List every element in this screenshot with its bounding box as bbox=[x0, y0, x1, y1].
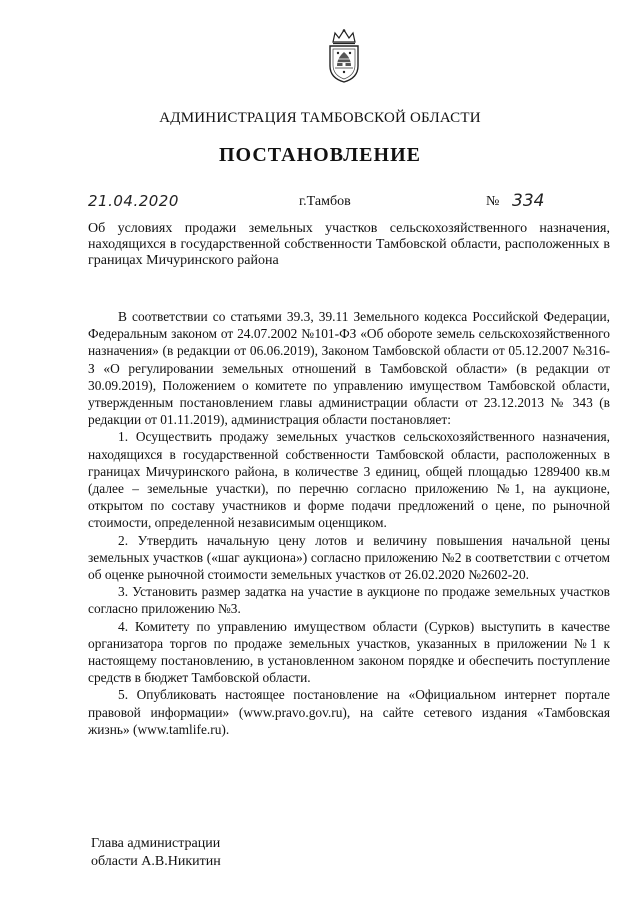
body-paragraph-4: 4. Комитету по управлению имуществом области (Сурков) выступить в качестве организатора торгов по продаже земельных участков, указанных в приложении №1 к настоящему постановлению, в установленном законом порядке и обеспечить поступление средств в бюджет Тамбовской области. bbox=[88, 618, 610, 686]
tambov-region-coat-of-arms-icon bbox=[324, 28, 364, 84]
document-date: 21.04.2020 bbox=[88, 192, 179, 210]
document-number: 334 bbox=[512, 191, 545, 211]
body-paragraph-1: 1. Осуществить продажу земельных участков сельскохозяйственного назначения, находящихся в государственной собственности Тамбовской области, расположенных в границах Мичуринского района, в количестве 3 единиц, общей площадью 1289400 кв.м (далее – земельные участки), по перечню согласно приложению №1, на аукционе, открытом по составу участников и форме подачи предложений о цене, по рыночной стоимости, определенной независимым оценщиком. bbox=[88, 429, 610, 531]
signature-block bbox=[91, 835, 351, 871]
document-number-label: № bbox=[486, 194, 500, 209]
body-paragraph-preamble: В соответствии со статьями 39.3, 39.11 Земельного кодекса Российской Федерации, Федеральным законом от 24.07.2002 №101-ФЗ «Об обороте земель сельскохозяйственного назначения» (в редакции от 06.06.2019), Законом Тамбовской области от 05.12.2007 №316-З «О регулировании земельных отношений в Тамбовской области» (в редакции от 30.09.2019), Положением о комитете по управлению имуществом Тамбовской области, утвержденным постановлением главы администрации области от 23.12.2013 № 343 (в редакции от 01.11.2019), администрация области постановляет: bbox=[88, 309, 610, 428]
document-meta-row bbox=[0, 192, 640, 216]
body-paragraph-5: 5. Опубликовать настоящее постановление на «Официальном интернет портале правовой информации» (www.pravo.gov.ru), на сайте сетевого издания «Тамбовская жизнь» (www.tamlife.ru). bbox=[88, 687, 610, 737]
document-city: г.Тамбов bbox=[299, 194, 351, 209]
document-subject: Об условиях продажи земельных участков сельскохозяйственного назначения, находящихся в государственной собственности Тамбовской области, расположенных в границах Мичуринского района bbox=[88, 221, 610, 268]
body-paragraph-2: 2. Утвердить начальную цену лотов и величину повышения начальной цены земельных участков («шаг аукциона») согласно приложению №2 в соответствии с отчетом об оценке рыночной стоимости земельных участков от 26.02.2020 №2602-20. bbox=[88, 532, 610, 583]
body-paragraph-3: 3. Установить размер задатка на участие в аукционе по продаже земельных участков согласно приложению №3. bbox=[88, 584, 610, 617]
document-body bbox=[88, 308, 610, 738]
signature-title: Глава администрации bbox=[91, 836, 221, 851]
document-type-title: ПОСТАНОВЛЕНИЕ bbox=[219, 144, 421, 166]
signature-name: области А.В.Никитин bbox=[91, 854, 221, 869]
organization-name: АДМИНИСТРАЦИЯ ТАМБОВСКОЙ ОБЛАСТИ bbox=[159, 110, 481, 126]
